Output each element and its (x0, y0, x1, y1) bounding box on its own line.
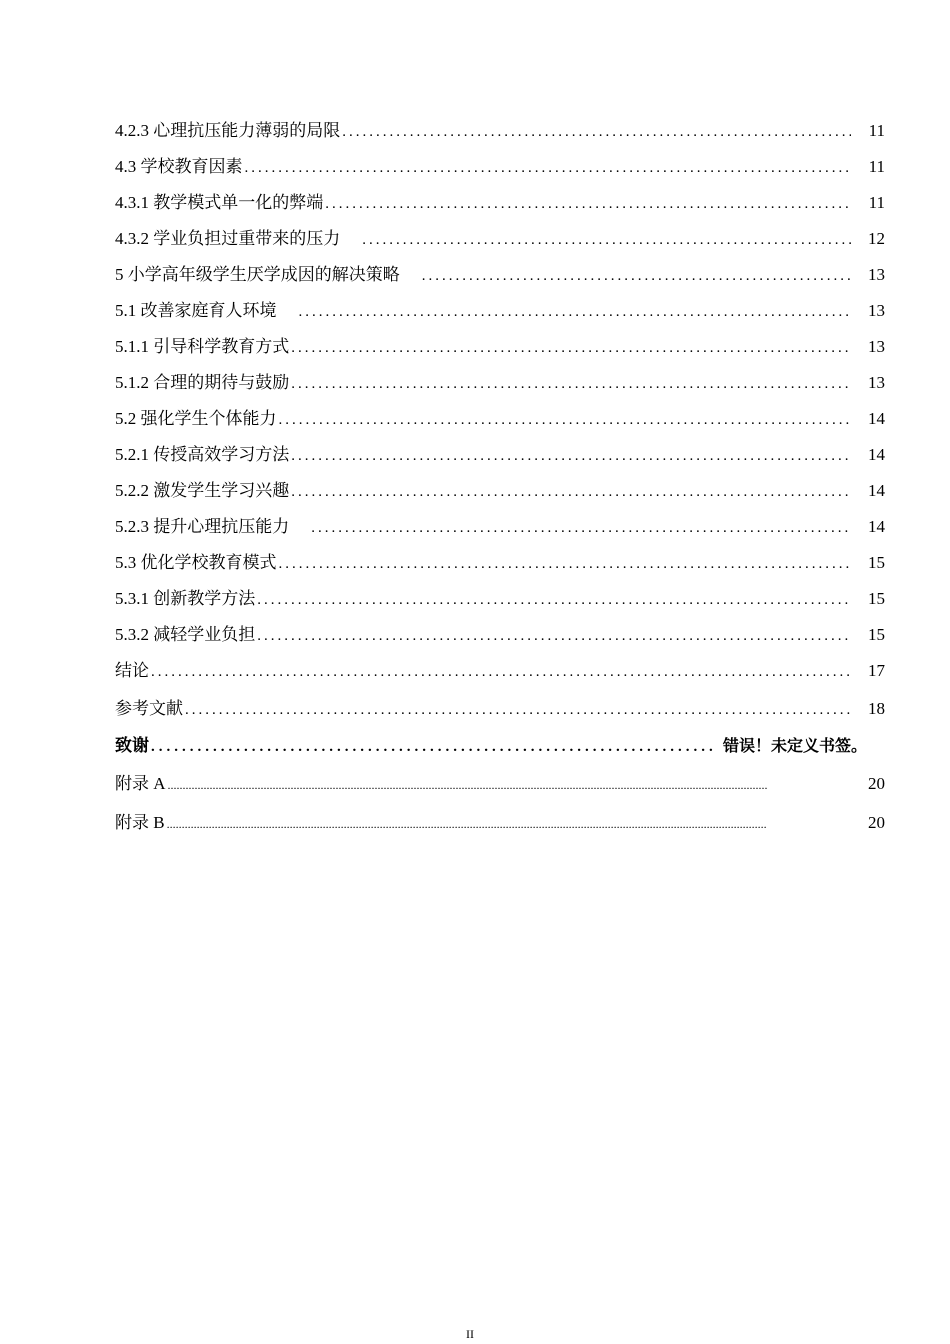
toc-entry-page: 15 (868, 553, 885, 572)
toc-entry-5-1-2[interactable] (115, 365, 885, 401)
toc-entry-5-3-2[interactable] (115, 617, 885, 653)
toc-entry-page: 18 (868, 699, 885, 718)
toc-entry-5-3[interactable] (115, 545, 885, 581)
dot-leader (245, 150, 852, 186)
toc-entry-page: 11 (868, 157, 885, 176)
dot-leader (291, 366, 851, 402)
dot-leader (167, 805, 851, 844)
toc-entry-appendix-b[interactable] (115, 803, 885, 842)
toc-entry-label: 4.3.1 教学模式单一化的弊端 (115, 193, 324, 212)
toc-entry-label: 5.1 改善家庭育人环境 (115, 301, 277, 320)
toc-entry-5-3-1[interactable] (115, 581, 885, 617)
toc-entry-4-3[interactable] (115, 149, 885, 185)
toc-entry-label: 结论 (115, 661, 149, 680)
toc-entry-page: 15 (868, 589, 885, 608)
toc-entry-page: 13 (868, 265, 885, 284)
bookmark-error-text: 错误！未定义书签。 (722, 736, 867, 755)
dot-leader (279, 402, 852, 438)
toc-entry-page: 20 (868, 774, 885, 793)
toc-entry-acknowledgements[interactable] (115, 728, 885, 764)
toc-entry-5-2-2[interactable] (115, 473, 885, 509)
dot-leader (299, 294, 852, 330)
dot-leader (342, 114, 851, 150)
toc-entry-page: 11 (868, 121, 885, 140)
toc-entry-label: 附录 A (115, 774, 166, 793)
toc-entry-4-2-3[interactable] (115, 113, 885, 149)
toc-entry-4-3-1[interactable] (115, 185, 885, 221)
toc-entry-page: 13 (868, 337, 885, 356)
toc-entry-label: 5.2.1 传授高效学习方法 (115, 445, 290, 464)
toc-entry-label: 参考文献 (115, 699, 183, 718)
toc-entry-page: 20 (868, 813, 885, 832)
toc-entry-label: 5.2 强化学生个体能力 (115, 409, 277, 428)
toc-entry-page: 13 (868, 373, 885, 392)
toc-entry-label: 5.3 优化学校教育模式 (115, 553, 277, 572)
toc-entry-page: 11 (868, 193, 885, 212)
toc-entry-references[interactable] (115, 689, 885, 728)
toc-entry-page: 14 (868, 481, 885, 500)
toc-entry-5-1-1[interactable] (115, 329, 885, 365)
toc-entry-appendix-a[interactable] (115, 764, 885, 803)
dot-leader (151, 654, 851, 690)
dot-leader (291, 474, 851, 510)
toc-entry-page: 14 (868, 445, 885, 464)
toc-entry-label: 4.3.2 学业负担过重带来的压力 (115, 229, 341, 248)
toc-entry-label: 5.2.3 提升心理抗压能力 (115, 517, 290, 536)
dot-leader (422, 258, 851, 294)
toc-entry-5-2-3[interactable] (115, 509, 885, 545)
dot-leader (257, 618, 851, 654)
dot-leader (185, 691, 851, 730)
dot-leader (168, 766, 851, 805)
toc-entry-page: 13 (868, 301, 885, 320)
toc-entry-page: 17 (868, 661, 885, 680)
toc-entry-label: 5.1.1 引导科学教育方式 (115, 337, 290, 356)
toc-entry-label: 附录 B (115, 813, 165, 832)
toc-entry-page: 14 (868, 517, 885, 536)
toc-entry-label: 4.2.3 心理抗压能力薄弱的局限 (115, 121, 341, 140)
toc-entry-5[interactable] (115, 257, 885, 293)
toc-entry-label: 5 小学高年级学生厌学成因的解决策略 (115, 265, 400, 284)
dot-leader (279, 546, 852, 582)
toc-entry-5-1[interactable] (115, 293, 885, 329)
toc-entry-page: 12 (868, 229, 885, 248)
dot-leader (362, 222, 851, 258)
page-number-footer: II (466, 1327, 474, 1341)
dot-leader (151, 729, 713, 765)
toc-entry-5-2[interactable] (115, 401, 885, 437)
dot-leader (291, 438, 851, 474)
dot-leader (257, 582, 851, 618)
dot-leader (325, 186, 851, 222)
toc-entry-label: 4.3 学校教育因素 (115, 157, 243, 176)
toc-entry-page: 14 (868, 409, 885, 428)
dot-leader (311, 510, 851, 546)
dot-leader (291, 330, 851, 366)
toc-entry-4-3-2[interactable] (115, 221, 885, 257)
toc-entry-label: 5.3.2 减轻学业负担 (115, 625, 256, 644)
toc-entry-label: 5.2.2 激发学生学习兴趣 (115, 481, 290, 500)
toc-entry-label: 5.1.2 合理的期待与鼓励 (115, 373, 290, 392)
toc-entry-5-2-1[interactable] (115, 437, 885, 473)
table-of-contents (115, 113, 885, 842)
toc-entry-page: 15 (868, 625, 885, 644)
toc-entry-label: 致谢 (115, 736, 149, 755)
toc-entry-label: 5.3.1 创新教学方法 (115, 589, 256, 608)
toc-entry-conclusion[interactable] (115, 653, 885, 689)
